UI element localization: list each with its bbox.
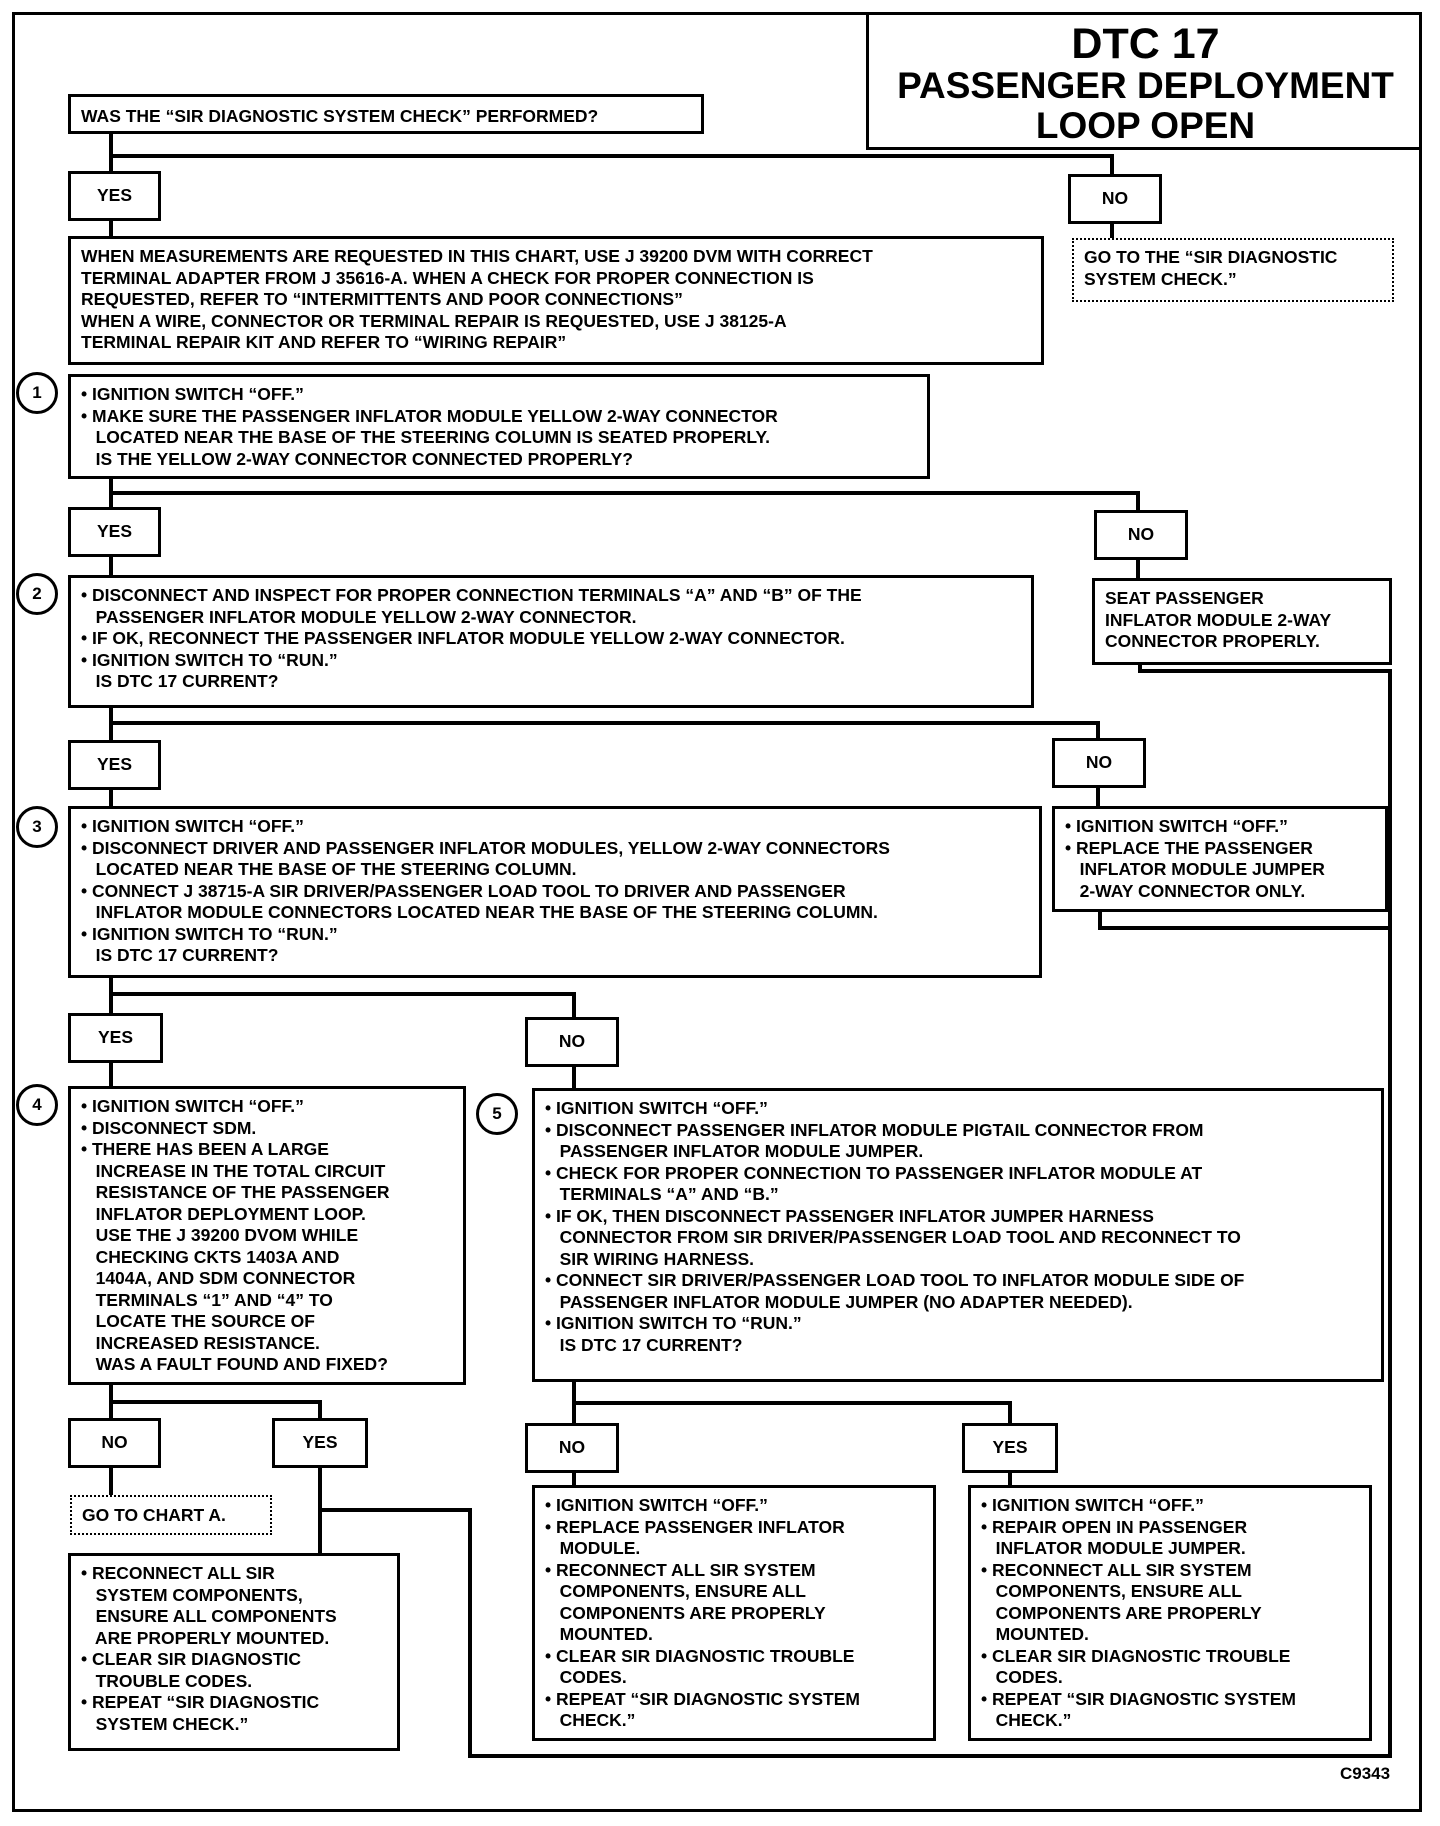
box-line: • DISCONNECT SDM. xyxy=(81,1117,257,1138)
box-line: • IGNITION SWITCH “OFF.” xyxy=(81,1096,304,1116)
box-line: LOCATED NEAR THE BASE OF THE STEERING COLUMN. xyxy=(81,859,577,879)
box-seat-connector xyxy=(1092,578,1392,665)
box-line: INFLATOR DEPLOYMENT LOOP. xyxy=(81,1203,366,1224)
box-step-4 xyxy=(68,1086,466,1385)
box-line: MOUNTED. xyxy=(981,1624,1089,1644)
box-line: TERMINAL ADAPTER FROM J 35616-A. WHEN A CHECK FOR PROPER CONNECTION IS xyxy=(81,267,814,288)
box-line: • REPLACE THE PASSENGER xyxy=(1065,837,1313,858)
box-intro xyxy=(68,236,1044,365)
label-yes-1 xyxy=(68,507,161,557)
box-line: PASSENGER INFLATOR MODULE JUMPER (NO ADAPTER NEEDED). xyxy=(545,1291,1133,1312)
yes-label: YES xyxy=(992,1437,1028,1458)
box-line: • MAKE SURE THE PASSENGER INFLATOR MODULE YELLOW 2-WAY CONNECTOR xyxy=(81,405,778,426)
box-line: • IGNITION SWITCH TO “RUN.” xyxy=(81,649,338,670)
no-label: NO xyxy=(558,1031,586,1052)
yes-label: YES xyxy=(97,1027,134,1048)
title-line3: LOOP OPEN xyxy=(1035,105,1256,146)
box-line: • RECONNECT ALL SIR SYSTEM xyxy=(981,1559,1252,1580)
box-line: • CHECK FOR PROPER CONNECTION TO PASSENGER INFLATOR MODULE AT xyxy=(545,1162,1203,1183)
box-line: GO TO CHART A. xyxy=(82,1505,226,1525)
step-number: 5 xyxy=(492,1104,502,1123)
box-line: • REPLACE PASSENGER INFLATOR xyxy=(545,1516,845,1537)
box-step-1 xyxy=(68,374,930,479)
no-label: NO xyxy=(1101,188,1129,209)
box-line: TERMINALS “A” AND “B.” xyxy=(545,1184,779,1204)
box-line: • CLEAR SIR DIAGNOSTIC TROUBLE xyxy=(545,1645,855,1666)
box-line: PASSENGER INFLATOR MODULE JUMPER. xyxy=(545,1141,924,1161)
box-step-5 xyxy=(532,1088,1384,1382)
box-line: • IGNITION SWITCH “OFF.” xyxy=(545,1098,768,1118)
box-line: ENSURE ALL COMPONENTS xyxy=(81,1606,337,1626)
label-no-1 xyxy=(1094,510,1188,560)
box-line: TERMINALS “1” AND “4” TO xyxy=(81,1289,333,1310)
box-line: CHECK.” xyxy=(545,1710,636,1730)
box-line: • CONNECT SIR DRIVER/PASSENGER LOAD TOOL TO INFLATOR MODULE SIDE OF xyxy=(545,1270,1245,1290)
box-line: • CLEAR SIR DIAGNOSTIC TROUBLE xyxy=(981,1645,1291,1666)
box-line: • DISCONNECT DRIVER AND PASSENGER INFLATOR MODULES, YELLOW 2-WAY CONNECTORS xyxy=(81,837,890,858)
step-number: 4 xyxy=(32,1095,42,1114)
box-line: GO TO THE “SIR DIAGNOSTIC xyxy=(1084,247,1338,267)
box-line: INFLATOR MODULE JUMPER. xyxy=(981,1538,1246,1558)
label-no-4 xyxy=(68,1418,161,1468)
box-line: TROUBLE CODES. xyxy=(81,1670,253,1691)
box-line: • IGNITION SWITCH TO “RUN.” xyxy=(545,1313,802,1333)
step-5-marker xyxy=(476,1093,518,1135)
box-line: • IGNITION SWITCH TO “RUN.” xyxy=(81,923,338,944)
box-line: • RECONNECT ALL SIR xyxy=(81,1563,275,1583)
no-label: NO xyxy=(1127,524,1155,545)
step-2-marker xyxy=(16,573,58,615)
label-no-3 xyxy=(525,1017,619,1067)
box-line: INCREASE IN THE TOTAL CIRCUIT xyxy=(81,1160,386,1181)
box-line: • RECONNECT ALL SIR SYSTEM xyxy=(545,1559,816,1580)
box-line: • DISCONNECT AND INSPECT FOR PROPER CONNECTION TERMINALS “A” AND “B” OF THE xyxy=(81,585,862,605)
box-goto-chart-a xyxy=(70,1495,272,1535)
label-yes-5 xyxy=(962,1423,1058,1473)
box-step-2 xyxy=(68,575,1034,708)
box-line: • IGNITION SWITCH “OFF.” xyxy=(545,1495,768,1515)
box-line: WAS A FAULT FOUND AND FIXED? xyxy=(81,1354,388,1374)
box-line: COMPONENTS, ENSURE ALL xyxy=(981,1581,1242,1601)
box-line: RESISTANCE OF THE PASSENGER xyxy=(81,1182,390,1202)
box-replace-inflator xyxy=(532,1485,936,1741)
box-line: WHEN A WIRE, CONNECTOR OR TERMINAL REPAIR IS REQUESTED, USE J 38125-A xyxy=(81,310,787,331)
box-replace-jumper xyxy=(1052,806,1388,912)
no-label: NO xyxy=(1085,752,1113,773)
yes-label: YES xyxy=(96,185,133,206)
box-line: • IGNITION SWITCH “OFF.” xyxy=(81,816,304,836)
box-q0-question xyxy=(68,94,704,134)
box-line: COMPONENTS ARE PROPERLY xyxy=(981,1602,1262,1623)
box-line: USE THE J 39200 DVOM WHILE xyxy=(81,1225,359,1245)
step-number: 2 xyxy=(32,584,42,603)
box-line: WHEN MEASUREMENTS ARE REQUESTED IN THIS CHART, USE J 39200 DVM WITH CORRECT xyxy=(81,246,873,266)
box-line: • CLEAR SIR DIAGNOSTIC xyxy=(81,1649,302,1669)
step-1-marker xyxy=(16,372,58,414)
step-number: 3 xyxy=(32,817,42,836)
box-line: CONNECTOR PROPERLY. xyxy=(1105,631,1320,651)
box-line: SYSTEM COMPONENTS, xyxy=(81,1584,303,1605)
no-label: NO xyxy=(101,1432,128,1453)
box-line: CODES. xyxy=(545,1667,627,1687)
yes-label: YES xyxy=(302,1432,338,1453)
box-line: REQUESTED, REFER TO “INTERMITTENTS AND POOR CONNECTIONS” xyxy=(81,289,683,309)
box-line: • REPEAT “SIR DIAGNOSTIC SYSTEM xyxy=(545,1688,860,1709)
box-line: • IGNITION SWITCH “OFF.” xyxy=(81,384,304,404)
box-line: IS THE YELLOW 2-WAY CONNECTOR CONNECTED PROPERLY? xyxy=(81,448,633,469)
box-line: CODES. xyxy=(981,1667,1063,1687)
box-line: INFLATOR MODULE JUMPER xyxy=(1065,859,1325,879)
box-line: COMPONENTS ARE PROPERLY xyxy=(545,1602,826,1623)
box-step-3 xyxy=(68,806,1042,978)
box-line: CONNECTOR FROM SIR DRIVER/PASSENGER LOAD TOOL AND RECONNECT TO xyxy=(545,1227,1241,1247)
box-line: • REPAIR OPEN IN PASSENGER xyxy=(981,1516,1248,1537)
box-line: MODULE. xyxy=(545,1538,641,1558)
box-line: INCREASED RESISTANCE. xyxy=(81,1332,320,1353)
box-line: IS DTC 17 CURRENT? xyxy=(81,945,279,965)
box-line: • REPEAT “SIR DIAGNOSTIC SYSTEM xyxy=(981,1688,1296,1709)
label-yes-4 xyxy=(272,1418,368,1468)
box-repair-jumper xyxy=(968,1485,1372,1741)
box-line: SIR WIRING HARNESS. xyxy=(545,1248,755,1269)
box-line: SEAT PASSENGER xyxy=(1105,588,1264,608)
no-label: NO xyxy=(558,1437,586,1458)
step-4-marker xyxy=(16,1084,58,1126)
label-no-5 xyxy=(525,1423,619,1473)
title-line2: PASSENGER DEPLOYMENT xyxy=(897,65,1394,106)
box-line: • CONNECT J 38715-A SIR DRIVER/PASSENGER LOAD TOOL TO DRIVER AND PASSENGER xyxy=(81,880,846,901)
box-line: CHECKING CKTS 1403A AND xyxy=(81,1246,340,1267)
box-line: • REPEAT “SIR DIAGNOSTIC xyxy=(81,1692,320,1712)
label-yes-0 xyxy=(68,171,161,221)
box-goto-sir-check xyxy=(1072,238,1394,302)
box-line: PASSENGER INFLATOR MODULE YELLOW 2-WAY CONNECTOR. xyxy=(81,606,637,627)
box-line: INFLATOR MODULE CONNECTORS LOCATED NEAR THE BASE OF THE STEERING COLUMN. xyxy=(81,902,878,922)
yes-label: YES xyxy=(96,754,133,775)
figure-id: C9343 xyxy=(1340,1764,1391,1783)
box-line: ARE PROPERLY MOUNTED. xyxy=(81,1627,330,1648)
box-line: SYSTEM CHECK.” xyxy=(81,1713,249,1734)
title-dtc: DTC 17 xyxy=(1071,20,1220,68)
box-reconnect-all xyxy=(68,1553,400,1751)
box-line: LOCATE THE SOURCE OF xyxy=(81,1311,315,1331)
box-line: 1404A, AND SDM CONNECTOR xyxy=(81,1268,356,1288)
box-line: IS DTC 17 CURRENT? xyxy=(545,1334,743,1355)
box-line: • THERE HAS BEEN A LARGE xyxy=(81,1139,329,1159)
label-yes-2 xyxy=(68,740,161,790)
box-line: TERMINAL REPAIR KIT AND REFER TO “WIRING REPAIR” xyxy=(81,332,567,352)
chart-title xyxy=(866,12,1422,150)
box-line: • IGNITION SWITCH “OFF.” xyxy=(1065,816,1288,836)
step-3-marker xyxy=(16,806,58,848)
label-no-2 xyxy=(1052,738,1146,788)
step-number: 1 xyxy=(32,383,42,402)
box-line: MOUNTED. xyxy=(545,1624,653,1644)
box-line: WAS THE “SIR DIAGNOSTIC SYSTEM CHECK” PERFORMED? xyxy=(81,106,599,126)
box-line: LOCATED NEAR THE BASE OF THE STEERING COLUMN IS SEATED PROPERLY. xyxy=(81,427,771,447)
box-line: 2-WAY CONNECTOR ONLY. xyxy=(1065,880,1306,901)
box-line: COMPONENTS, ENSURE ALL xyxy=(545,1581,806,1601)
box-line: INFLATOR MODULE 2-WAY xyxy=(1105,609,1332,630)
box-line: • DISCONNECT PASSENGER INFLATOR MODULE PIGTAIL CONNECTOR FROM xyxy=(545,1119,1204,1140)
label-no-0 xyxy=(1068,174,1162,224)
box-line: IS DTC 17 CURRENT? xyxy=(81,671,279,691)
box-line: • IF OK, RECONNECT THE PASSENGER INFLATOR MODULE YELLOW 2-WAY CONNECTOR. xyxy=(81,628,845,648)
box-line: • IGNITION SWITCH “OFF.” xyxy=(981,1495,1204,1515)
yes-label: YES xyxy=(96,521,133,542)
box-line: CHECK.” xyxy=(981,1710,1072,1730)
label-yes-3 xyxy=(68,1013,163,1063)
box-line: SYSTEM CHECK.” xyxy=(1084,268,1237,289)
box-line: • IF OK, THEN DISCONNECT PASSENGER INFLATOR JUMPER HARNESS xyxy=(545,1205,1154,1226)
